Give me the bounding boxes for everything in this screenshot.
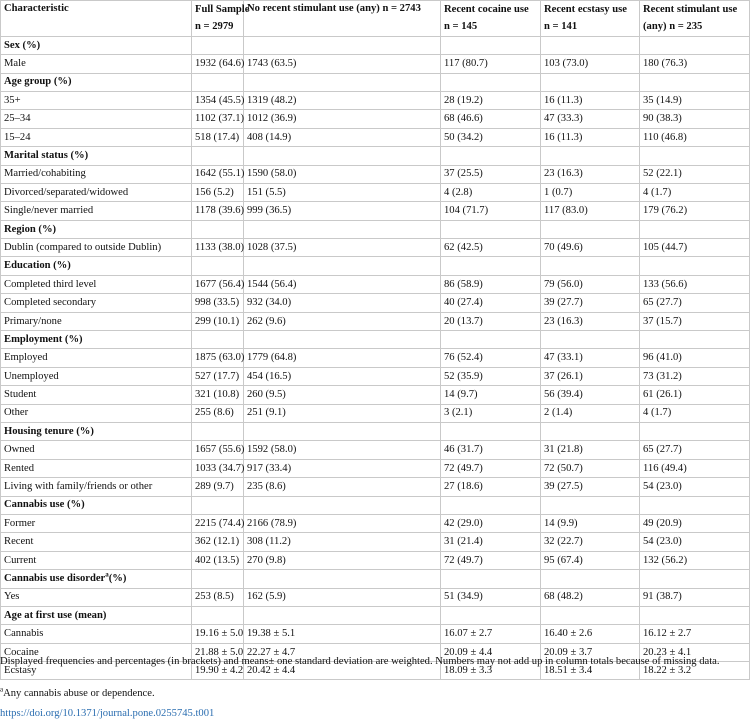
table-cell: 19.38 ± 5.1 [244, 625, 441, 643]
table-cell: 133 (56.6) [640, 275, 750, 293]
empty-cell [441, 257, 541, 275]
table-cell: 299 (10.1) [192, 312, 244, 330]
table-cell: 1319 (48.2) [244, 91, 441, 109]
table-row [1, 514, 750, 532]
table-row [1, 404, 750, 422]
empty-cell [640, 496, 750, 514]
empty-cell [541, 496, 640, 514]
table-cell: 19.16 ± 5.0 [192, 625, 244, 643]
table-cell: 76 (52.4) [441, 349, 541, 367]
table-cell: 47 (33.1) [541, 349, 640, 367]
empty-cell [441, 570, 541, 588]
table-cell: 20.23 ± 4.1 [640, 643, 750, 661]
table-body [1, 36, 750, 680]
table-cell: 4 (2.8) [441, 183, 541, 201]
section-heading [1, 73, 192, 91]
section-heading [1, 220, 192, 238]
table-cell: 4 (1.7) [640, 404, 750, 422]
table-cell: 2166 (78.9) [244, 514, 441, 532]
table-cell: 1743 (63.5) [244, 55, 441, 73]
table-cell: 65 (27.7) [640, 294, 750, 312]
table-cell: 321 (10.8) [192, 386, 244, 404]
empty-cell [244, 257, 441, 275]
footnote-a [0, 686, 745, 702]
row-label: Cannabis [1, 625, 192, 643]
table-row [1, 239, 750, 257]
table-cell: 14 (9.7) [441, 386, 541, 404]
table-cell: 151 (5.5) [244, 183, 441, 201]
table-cell: 2215 (74.4) [192, 514, 244, 532]
empty-cell [244, 422, 441, 440]
table-cell: 16.07 ± 2.7 [441, 625, 541, 643]
section-heading [1, 496, 192, 514]
table-cell: 1875 (63.0) [192, 349, 244, 367]
empty-cell [244, 73, 441, 91]
empty-cell [441, 220, 541, 238]
empty-cell [640, 36, 750, 54]
row-label: Recent [1, 533, 192, 551]
section-row [1, 422, 750, 440]
empty-cell [541, 257, 640, 275]
table-cell: 260 (9.5) [244, 386, 441, 404]
table-cell: 95 (67.4) [541, 551, 640, 569]
table-footnote: Displayed frequencies and percentages (in brackets) and means± one standard deviation are weighted. Numbers may not add up in column totals because of missing data. [0, 656, 720, 667]
empty-cell [244, 220, 441, 238]
table-row [1, 183, 750, 201]
empty-cell [640, 331, 750, 349]
section-heading [1, 422, 192, 440]
table-cell: 270 (9.8) [244, 551, 441, 569]
header-row [1, 1, 750, 19]
table-cell: 79 (56.0) [541, 275, 640, 293]
table-cell: 117 (83.0) [541, 202, 640, 220]
section-heading [1, 606, 192, 624]
empty-cell [640, 73, 750, 91]
empty-cell [244, 570, 441, 588]
table-cell: 1012 (36.9) [244, 110, 441, 128]
table-cell: 1657 (55.6) [192, 441, 244, 459]
empty-cell [541, 73, 640, 91]
table-cell: 18.51 ± 3.4 [541, 662, 640, 680]
empty-cell [192, 73, 244, 91]
header-recent-ecstasy: Recent ecstasy use [541, 1, 640, 19]
table-cell: 1102 (37.1) [192, 110, 244, 128]
empty-cell [640, 570, 750, 588]
table-cell: 402 (13.5) [192, 551, 244, 569]
table-cell: 86 (58.9) [441, 275, 541, 293]
table-cell: 917 (33.4) [244, 459, 441, 477]
table-cell: 454 (16.5) [244, 367, 441, 385]
table-cell: 72 (50.7) [541, 459, 640, 477]
row-label: Single/never married [1, 202, 192, 220]
table-cell: 362 (12.1) [192, 533, 244, 551]
empty-cell [640, 606, 750, 624]
table-cell: 518 (17.4) [192, 128, 244, 146]
section-label: Region (%) [4, 223, 57, 235]
empty-cell [441, 73, 541, 91]
table-cell: 39 (27.5) [541, 478, 640, 496]
empty-cell [441, 496, 541, 514]
table-cell: 103 (73.0) [541, 55, 640, 73]
table-cell: 4 (1.7) [640, 183, 750, 201]
empty-cell [192, 36, 244, 54]
table-cell: 262 (9.6) [244, 312, 441, 330]
table-cell: 14 (9.9) [541, 514, 640, 532]
doi-link[interactable]: https://doi.org/10.1371/journal.pone.0255745.t001 [0, 708, 215, 719]
row-label: Male [1, 55, 192, 73]
table-cell: 3 (2.1) [441, 404, 541, 422]
table-row [1, 202, 750, 220]
table-cell: 2 (1.4) [541, 404, 640, 422]
row-label: Married/cohabiting [1, 165, 192, 183]
header-recent-stimulant-n: (any) n = 235 [640, 18, 750, 36]
empty-cell [192, 422, 244, 440]
table-cell: 18.22 ± 3.2 [640, 662, 750, 680]
table-cell: 235 (8.6) [244, 478, 441, 496]
section-row [1, 220, 750, 238]
section-row [1, 36, 750, 54]
table-row [1, 110, 750, 128]
header-full-sample-n: n = 2979 [192, 18, 244, 36]
empty-cell [640, 220, 750, 238]
table-cell: 20.09 ± 4.4 [441, 643, 541, 661]
row-label: 15–24 [1, 128, 192, 146]
table-cell: 32 (22.7) [541, 533, 640, 551]
table-cell: 1677 (56.4) [192, 275, 244, 293]
table-cell: 28 (19.2) [441, 91, 541, 109]
table-cell: 31 (21.4) [441, 533, 541, 551]
table-cell: 1133 (38.0) [192, 239, 244, 257]
table-cell: 1590 (58.0) [244, 165, 441, 183]
section-row [1, 257, 750, 275]
table-cell: 117 (80.7) [441, 55, 541, 73]
section-label: Sex (%) [4, 39, 41, 51]
table-cell: 104 (71.7) [441, 202, 541, 220]
table-cell: 61 (26.1) [640, 386, 750, 404]
table-cell: 20 (13.7) [441, 312, 541, 330]
empty-cell [441, 331, 541, 349]
table-cell: 54 (23.0) [640, 478, 750, 496]
row-label: Owned [1, 441, 192, 459]
empty-cell [192, 570, 244, 588]
table-cell: 308 (11.2) [244, 533, 441, 551]
header-recent-stimulant: Recent stimulant use [640, 1, 750, 19]
table-cell: 40 (27.4) [441, 294, 541, 312]
table-cell: 1592 (58.0) [244, 441, 441, 459]
row-label: 35+ [1, 91, 192, 109]
table-cell: 91 (38.7) [640, 588, 750, 606]
table-cell: 179 (76.2) [640, 202, 750, 220]
table-cell: 21.88 ± 5.0 [192, 643, 244, 661]
table-cell: 998 (33.5) [192, 294, 244, 312]
table-cell: 20.42 ± 4.4 [244, 662, 441, 680]
section-heading [1, 570, 192, 588]
table-cell: 27 (18.6) [441, 478, 541, 496]
empty-cell [640, 257, 750, 275]
table-cell: 1354 (45.5) [192, 91, 244, 109]
table-cell: 62 (42.5) [441, 239, 541, 257]
table-cell: 408 (14.9) [244, 128, 441, 146]
empty-cell [640, 422, 750, 440]
header-recent-cocaine-n: n = 145 [441, 18, 541, 36]
table-cell: 162 (5.9) [244, 588, 441, 606]
table-cell: 180 (76.3) [640, 55, 750, 73]
row-label: Ecstasy [1, 662, 192, 680]
table-cell: 110 (46.8) [640, 128, 750, 146]
table-cell: 251 (9.1) [244, 404, 441, 422]
table-cell: 1178 (39.6) [192, 202, 244, 220]
table-cell: 70 (49.6) [541, 239, 640, 257]
table-row [1, 478, 750, 496]
table-row [1, 625, 750, 643]
row-label: Student [1, 386, 192, 404]
table-cell: 90 (38.3) [640, 110, 750, 128]
footnote-a-marker: a [0, 685, 4, 694]
table-cell: 51 (34.9) [441, 588, 541, 606]
table-row [1, 533, 750, 551]
table-cell: 1642 (55.1) [192, 165, 244, 183]
empty-cell [541, 36, 640, 54]
footnote-a-text: Any cannabis abuse or dependence. [3, 688, 155, 699]
row-label: Former [1, 514, 192, 532]
table-cell: 37 (25.5) [441, 165, 541, 183]
table-cell: 35 (14.9) [640, 91, 750, 109]
table-cell: 23 (16.3) [541, 312, 640, 330]
section-row [1, 73, 750, 91]
header-no-recent-stimulant: No recent stimulant use (any) n = 2743 [244, 1, 441, 37]
table-row [1, 312, 750, 330]
table-cell: 18.09 ± 3.3 [441, 662, 541, 680]
empty-cell [244, 36, 441, 54]
table-cell: 19.90 ± 4.2 [192, 662, 244, 680]
section-label: Age at first use (mean) [4, 609, 107, 621]
empty-cell [541, 422, 640, 440]
empty-cell [192, 147, 244, 165]
empty-cell [441, 422, 541, 440]
table-cell: 1028 (37.5) [244, 239, 441, 257]
table-row [1, 459, 750, 477]
table-cell: 1033 (34.7) [192, 459, 244, 477]
table-cell: 23 (16.3) [541, 165, 640, 183]
empty-cell [244, 496, 441, 514]
empty-cell [192, 496, 244, 514]
empty-cell [244, 147, 441, 165]
table-cell: 73 (31.2) [640, 367, 750, 385]
empty-cell [244, 606, 441, 624]
table-cell: 72 (49.7) [441, 459, 541, 477]
table-row [1, 386, 750, 404]
table-row [1, 588, 750, 606]
row-label: Completed third level [1, 275, 192, 293]
table-row [1, 441, 750, 459]
table-cell: 289 (9.7) [192, 478, 244, 496]
table-cell: 1932 (64.6) [192, 55, 244, 73]
section-heading [1, 147, 192, 165]
table-row [1, 128, 750, 146]
section-label-suffix: (%) [108, 572, 127, 584]
row-label: Primary/none [1, 312, 192, 330]
empty-cell [541, 331, 640, 349]
empty-cell [441, 606, 541, 624]
table-cell: 68 (46.6) [441, 110, 541, 128]
empty-cell [192, 606, 244, 624]
table-cell: 16 (11.3) [541, 91, 640, 109]
section-row [1, 606, 750, 624]
section-row [1, 147, 750, 165]
empty-cell [541, 606, 640, 624]
table-cell: 999 (36.5) [244, 202, 441, 220]
table-row [1, 367, 750, 385]
table-cell: 96 (41.0) [640, 349, 750, 367]
table-cell: 56 (39.4) [541, 386, 640, 404]
table-row [1, 275, 750, 293]
table-cell: 52 (22.1) [640, 165, 750, 183]
table-cell: 54 (23.0) [640, 533, 750, 551]
table-cell: 39 (27.7) [541, 294, 640, 312]
table-cell: 42 (29.0) [441, 514, 541, 532]
table-cell: 37 (15.7) [640, 312, 750, 330]
empty-cell [541, 147, 640, 165]
table-cell: 1779 (64.8) [244, 349, 441, 367]
table-cell: 72 (49.7) [441, 551, 541, 569]
empty-cell [441, 36, 541, 54]
table-cell: 16.12 ± 2.7 [640, 625, 750, 643]
section-label: Housing tenure (%) [4, 425, 94, 437]
section-label: Cannabis use disorder [4, 572, 106, 584]
table-cell: 255 (8.6) [192, 404, 244, 422]
row-label: Rented [1, 459, 192, 477]
row-label: Divorced/separated/widowed [1, 183, 192, 201]
section-row [1, 570, 750, 588]
row-label: Cocaine [1, 643, 192, 661]
table-row [1, 55, 750, 73]
header-recent-ecstasy-n: n = 141 [541, 18, 640, 36]
footnote-marker: a [105, 570, 109, 579]
table-row [1, 294, 750, 312]
table-cell: 132 (56.2) [640, 551, 750, 569]
section-label: Employment (%) [4, 333, 83, 345]
table-cell: 46 (31.7) [441, 441, 541, 459]
table-row [1, 165, 750, 183]
empty-cell [192, 257, 244, 275]
table-row [1, 551, 750, 569]
table-cell: 47 (33.3) [541, 110, 640, 128]
empty-cell [192, 220, 244, 238]
table-cell: 68 (48.2) [541, 588, 640, 606]
section-label: Age group (%) [4, 76, 72, 88]
table-cell: 50 (34.2) [441, 128, 541, 146]
row-label: Unemployed [1, 367, 192, 385]
empty-cell [192, 331, 244, 349]
table-cell: 527 (17.7) [192, 367, 244, 385]
table-row [1, 91, 750, 109]
table-cell: 52 (35.9) [441, 367, 541, 385]
section-heading [1, 331, 192, 349]
header-full-sample: Full Sample [192, 1, 244, 19]
table-cell: 156 (5.2) [192, 183, 244, 201]
table-cell: 253 (8.5) [192, 588, 244, 606]
row-label: Employed [1, 349, 192, 367]
table-cell: 932 (34.0) [244, 294, 441, 312]
row-label: Dublin (compared to outside Dublin) [1, 239, 192, 257]
row-label: 25–34 [1, 110, 192, 128]
section-heading [1, 36, 192, 54]
table-cell: 31 (21.8) [541, 441, 640, 459]
table-cell: 16.40 ± 2.6 [541, 625, 640, 643]
table-cell: 105 (44.7) [640, 239, 750, 257]
empty-cell [244, 331, 441, 349]
table-cell: 1 (0.7) [541, 183, 640, 201]
row-label: Other [1, 404, 192, 422]
section-label: Cannabis use (%) [4, 499, 85, 511]
row-label: Living with family/friends or other [1, 478, 192, 496]
table-cell: 22.27 ± 4.7 [244, 643, 441, 661]
row-label: Yes [1, 588, 192, 606]
empty-cell [441, 147, 541, 165]
table-cell: 20.09 ± 3.7 [541, 643, 640, 661]
row-label: Current [1, 551, 192, 569]
section-heading [1, 257, 192, 275]
table-row [1, 349, 750, 367]
section-label: Marital status (%) [4, 150, 89, 161]
table-cell: 116 (49.4) [640, 459, 750, 477]
header-recent-cocaine: Recent cocaine use [441, 1, 541, 19]
header-characteristic: Characteristic [1, 1, 192, 37]
table-cell: 16 (11.3) [541, 128, 640, 146]
section-row [1, 331, 750, 349]
table-cell: 1544 (56.4) [244, 275, 441, 293]
table-cell: 65 (27.7) [640, 441, 750, 459]
row-label: Completed secondary [1, 294, 192, 312]
empty-cell [541, 570, 640, 588]
section-label: Education (%) [4, 260, 71, 272]
section-row [1, 496, 750, 514]
empty-cell [640, 147, 750, 165]
table-cell: 49 (20.9) [640, 514, 750, 532]
table-cell: 37 (26.1) [541, 367, 640, 385]
empty-cell [541, 220, 640, 238]
